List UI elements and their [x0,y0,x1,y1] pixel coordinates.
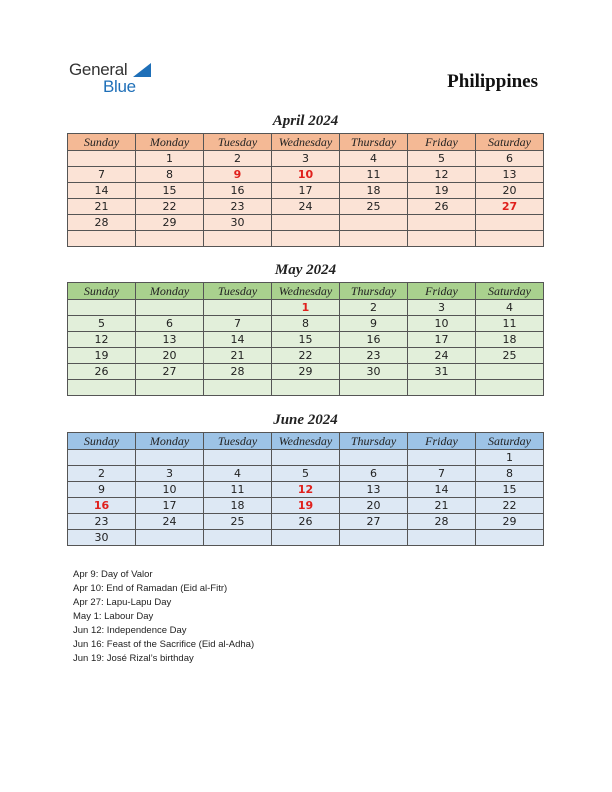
empty-day-cell [68,380,136,396]
weekday-header: Tuesday [204,134,272,151]
weekday-header-row [68,433,544,450]
day-cell: 18 [476,332,544,348]
day-cell: 27 [136,364,204,380]
day-cell: 7 [408,466,476,482]
empty-day-cell [136,450,204,466]
weekday-header: Wednesday [272,134,340,151]
empty-day-cell [476,380,544,396]
day-cell: 22 [476,498,544,514]
week-row [68,332,544,348]
weekday-header: Friday [408,134,476,151]
day-cell: 20 [476,183,544,199]
day-cell: 12 [408,167,476,183]
empty-day-cell [204,450,272,466]
day-cell: 12 [272,482,340,498]
day-cell: 7 [68,167,136,183]
holiday-note: Apr 27: Lapu-Lapu Day [73,597,172,608]
day-cell: 17 [408,332,476,348]
empty-day-cell [68,450,136,466]
day-cell: 3 [408,300,476,316]
weekday-header-row [68,283,544,300]
day-cell: 13 [136,332,204,348]
day-cell: 26 [408,199,476,215]
day-cell: 20 [136,348,204,364]
weekday-header: Thursday [340,134,408,151]
day-cell: 17 [272,183,340,199]
day-cell: 17 [136,498,204,514]
day-cell: 13 [476,167,544,183]
calendar-may [67,260,544,396]
empty-day-cell [408,215,476,231]
day-cell: 5 [272,466,340,482]
day-cell: 30 [340,364,408,380]
empty-day-cell [408,231,476,247]
day-cell: 8 [272,316,340,332]
holiday-notes [73,568,254,666]
day-cell: 1 [476,450,544,466]
week-row [68,498,544,514]
calendar-title: April 2024 [272,113,339,129]
day-cell: 19 [68,348,136,364]
day-cell: 2 [340,300,408,316]
week-row [68,151,544,167]
weekday-header: Sunday [68,433,136,450]
day-cell: 15 [272,332,340,348]
empty-day-cell [340,450,408,466]
day-cell: 7 [204,316,272,332]
week-row [68,183,544,199]
calendar-table [67,133,544,247]
weekday-header: Friday [408,433,476,450]
day-cell: 5 [68,316,136,332]
day-cell: 14 [68,183,136,199]
empty-day-cell [204,300,272,316]
day-cell: 4 [476,300,544,316]
empty-day-cell [340,530,408,546]
empty-day-cell [136,530,204,546]
day-cell: 6 [136,316,204,332]
weekday-header: Tuesday [204,283,272,300]
day-cell: 4 [340,151,408,167]
weekday-header: Tuesday [204,433,272,450]
empty-day-cell [136,300,204,316]
week-row [68,300,544,316]
day-cell: 27 [476,199,544,215]
day-cell: 13 [340,482,408,498]
day-cell: 16 [340,332,408,348]
calendar-title: June 2024 [273,412,338,428]
week-row [68,316,544,332]
day-cell: 11 [476,316,544,332]
day-cell: 25 [476,348,544,364]
weekday-header: Monday [136,283,204,300]
day-cell: 28 [408,514,476,530]
empty-day-cell [408,450,476,466]
weekday-header-row [68,134,544,151]
week-row [68,167,544,183]
day-cell: 29 [272,364,340,380]
logo-triangle-icon [133,63,151,77]
week-row [68,364,544,380]
empty-day-cell [340,231,408,247]
day-cell: 11 [340,167,408,183]
calendar-title: May 2024 [274,262,337,278]
empty-day-cell [136,380,204,396]
empty-day-cell [204,530,272,546]
day-cell: 21 [68,199,136,215]
week-row [68,466,544,482]
holiday-note: May 1: Labour Day [73,611,154,622]
day-cell: 26 [272,514,340,530]
week-row [68,199,544,215]
day-cell: 2 [204,151,272,167]
empty-day-cell [68,231,136,247]
week-row [68,231,544,247]
day-cell: 15 [136,183,204,199]
day-cell: 23 [340,348,408,364]
calendar-table [67,282,544,396]
day-cell: 6 [476,151,544,167]
day-cell: 23 [68,514,136,530]
day-cell: 24 [136,514,204,530]
empty-day-cell [272,530,340,546]
day-cell: 14 [408,482,476,498]
day-cell: 8 [476,466,544,482]
day-cell: 12 [68,332,136,348]
day-cell: 11 [204,482,272,498]
empty-day-cell [136,231,204,247]
day-cell: 26 [68,364,136,380]
day-cell: 2 [68,466,136,482]
empty-day-cell [68,151,136,167]
weekday-header: Sunday [68,134,136,151]
holiday-note: Jun 19: José Rizal’s birthday [73,653,194,664]
empty-day-cell [272,450,340,466]
weekday-header: Saturday [476,433,544,450]
day-cell: 1 [272,300,340,316]
day-cell: 18 [204,498,272,514]
weekday-header: Monday [136,433,204,450]
day-cell: 8 [136,167,204,183]
week-row [68,450,544,466]
day-cell: 27 [340,514,408,530]
week-row [68,348,544,364]
holiday-note: Apr 10: End of Ramadan (Eid al-Fitr) [73,583,228,594]
day-cell: 24 [272,199,340,215]
week-row [68,215,544,231]
empty-day-cell [476,231,544,247]
empty-day-cell [408,530,476,546]
calendar-table [67,432,544,546]
weekday-header: Thursday [340,283,408,300]
day-cell: 20 [340,498,408,514]
empty-day-cell [272,380,340,396]
empty-day-cell [476,364,544,380]
empty-day-cell [272,231,340,247]
weekday-header: Monday [136,134,204,151]
holiday-note: Apr 9: Day of Valor [73,569,153,580]
day-cell: 9 [68,482,136,498]
empty-day-cell [340,215,408,231]
day-cell: 9 [204,167,272,183]
holiday-note: Jun 16: Feast of the Sacrifice (Eid al-Adha) [73,639,255,650]
day-cell: 23 [204,199,272,215]
day-cell: 10 [408,316,476,332]
day-cell: 22 [136,199,204,215]
weekday-header: Sunday [68,283,136,300]
day-cell: 14 [204,332,272,348]
weekday-header: Saturday [476,134,544,151]
weekday-header: Friday [408,283,476,300]
day-cell: 10 [136,482,204,498]
week-row [68,514,544,530]
day-cell: 15 [476,482,544,498]
generalblue-logo [69,60,159,96]
empty-day-cell [204,380,272,396]
weekday-header: Saturday [476,283,544,300]
empty-day-cell [68,300,136,316]
day-cell: 24 [408,348,476,364]
day-cell: 16 [68,498,136,514]
day-cell: 29 [476,514,544,530]
day-cell: 30 [204,215,272,231]
day-cell: 18 [340,183,408,199]
day-cell: 28 [68,215,136,231]
day-cell: 10 [272,167,340,183]
empty-day-cell [272,215,340,231]
weekday-header: Wednesday [272,283,340,300]
day-cell: 19 [272,498,340,514]
day-cell: 9 [340,316,408,332]
day-cell: 6 [340,466,408,482]
empty-day-cell [408,380,476,396]
day-cell: 28 [204,364,272,380]
calendar-june [67,410,544,546]
day-cell: 30 [68,530,136,546]
day-cell: 21 [408,498,476,514]
country-title: Philippines [447,71,538,92]
day-cell: 25 [340,199,408,215]
week-row [68,380,544,396]
week-row [68,530,544,546]
week-row [68,482,544,498]
empty-day-cell [340,380,408,396]
day-cell: 21 [204,348,272,364]
day-cell: 31 [408,364,476,380]
empty-day-cell [476,215,544,231]
day-cell: 25 [204,514,272,530]
day-cell: 1 [136,151,204,167]
weekday-header: Wednesday [272,433,340,450]
holiday-note: Jun 12: Independence Day [73,625,187,636]
logo-text-blue: Blue [103,77,136,96]
day-cell: 16 [204,183,272,199]
day-cell: 5 [408,151,476,167]
logo-text-general: General [69,60,128,79]
day-cell: 22 [272,348,340,364]
day-cell: 29 [136,215,204,231]
day-cell: 19 [408,183,476,199]
weekday-header: Thursday [340,433,408,450]
day-cell: 4 [204,466,272,482]
day-cell: 3 [136,466,204,482]
calendar-april [67,111,544,247]
empty-day-cell [204,231,272,247]
empty-day-cell [476,530,544,546]
day-cell: 3 [272,151,340,167]
